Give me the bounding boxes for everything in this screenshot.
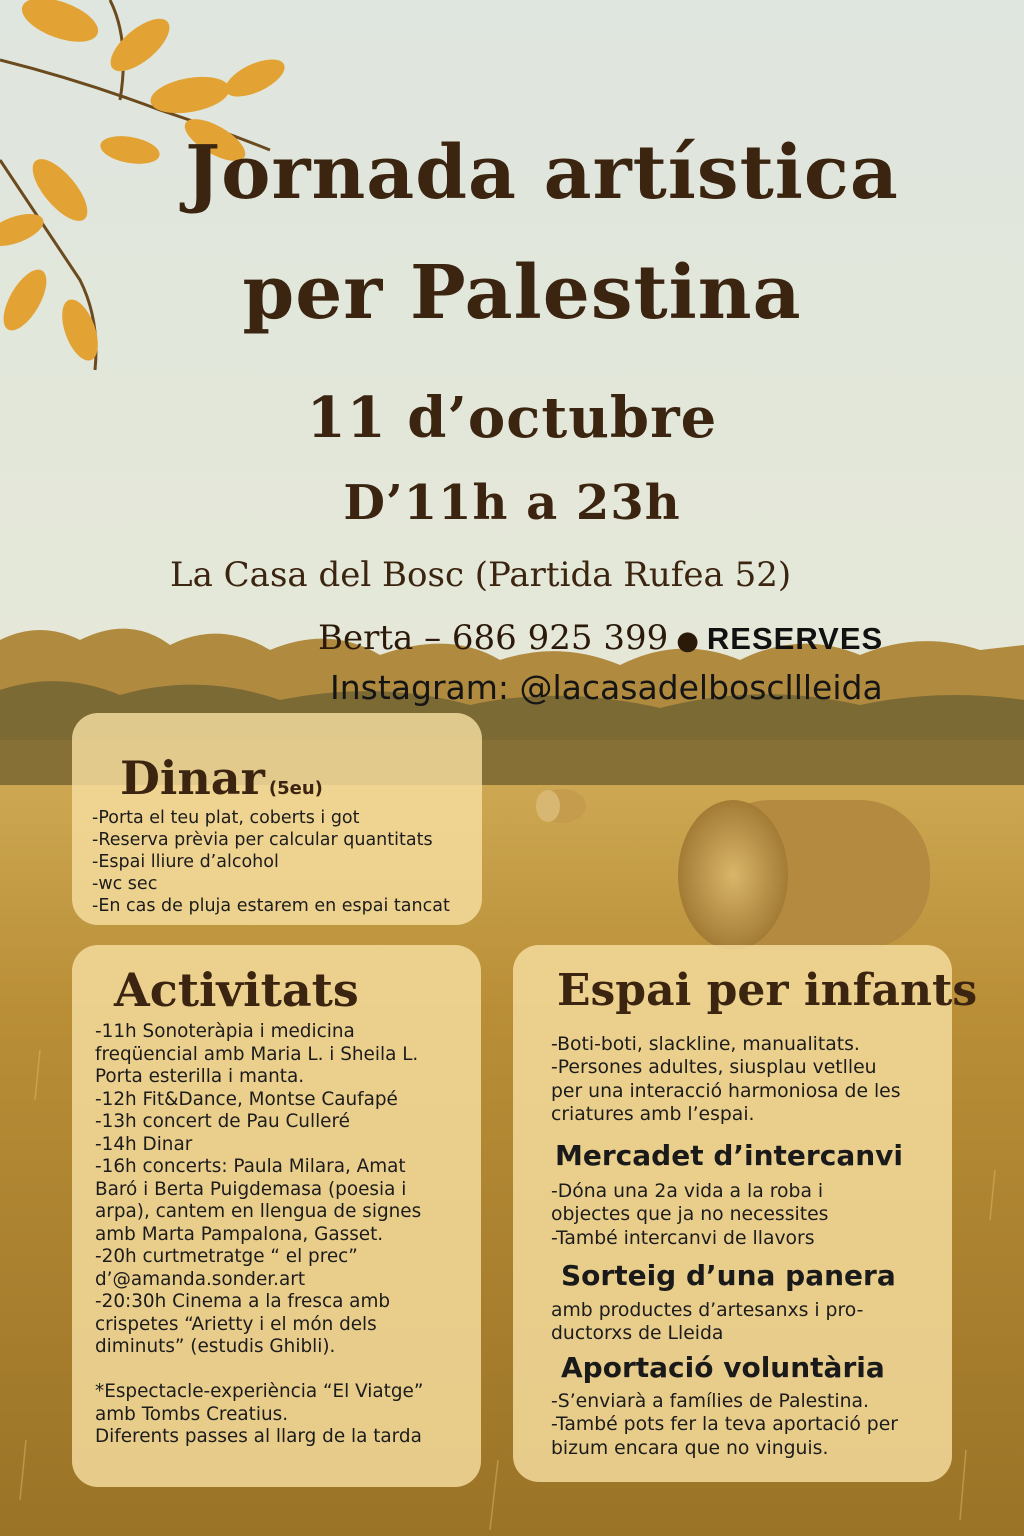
activitats-title: Activitats bbox=[114, 963, 359, 1017]
instagram-handle: Instagram: @lacasadelboscllleida bbox=[330, 668, 883, 707]
list-item: -20:30h Cinema a la fresca amb bbox=[95, 1291, 391, 1312]
title-line-2: per Palestina bbox=[242, 250, 802, 336]
list-item: criatures amb l’espai. bbox=[551, 1103, 755, 1125]
sorteig-lines bbox=[551, 1299, 863, 1346]
list-item: arpa), cantem en llengua de signes bbox=[95, 1201, 422, 1222]
dinar-title bbox=[120, 751, 323, 805]
list-item: -També intercanvi de llavors bbox=[551, 1227, 815, 1249]
dinar-card bbox=[72, 713, 482, 925]
list-item: -14h Dinar bbox=[95, 1133, 193, 1155]
list-item: objectes que ja no necessites bbox=[551, 1204, 829, 1226]
event-date: 11 d’octubre bbox=[306, 385, 718, 451]
title-line-1: Jornada artística bbox=[185, 130, 899, 216]
dinar-lines bbox=[92, 807, 450, 917]
mercadet-title: Mercadet d’intercanvi bbox=[555, 1139, 903, 1172]
list-item: per una interacció harmoniosa de les bbox=[551, 1080, 901, 1102]
list-item: Diferents passes al llarg de la tarda bbox=[95, 1426, 422, 1447]
list-item: -wc sec bbox=[92, 874, 158, 894]
infants-card bbox=[513, 945, 978, 1482]
list-item: *Espectacle-experiència “El Viatge” bbox=[95, 1381, 424, 1402]
list-item: -Porta el teu plat, coberts i got bbox=[92, 808, 360, 828]
list-item: bizum encara que no vinguis. bbox=[551, 1437, 829, 1459]
list-item: diminuts” (estudis Ghibli). bbox=[95, 1336, 336, 1357]
sorteig-title: Sorteig d’una panera bbox=[561, 1259, 896, 1292]
event-place: La Casa del Bosc (Partida Rufea 52) bbox=[170, 555, 792, 595]
aportacio-lines bbox=[551, 1390, 898, 1460]
list-item: -Espai lliure d’alcohol bbox=[92, 852, 279, 872]
list-item: amb productes d’artesanxs i pro- bbox=[551, 1300, 864, 1321]
list-item: Baró i Berta Puigdemasa (poesia i bbox=[95, 1178, 407, 1200]
list-item: amb Tombs Creatius. bbox=[95, 1403, 289, 1425]
bullet-icon: ● bbox=[676, 626, 699, 656]
list-item: freqüencial amb Maria L. i Sheila L. bbox=[95, 1043, 419, 1065]
event-hours: D’11h a 23h bbox=[343, 475, 681, 531]
reserves-label: RESERVES bbox=[706, 621, 884, 656]
list-item: amb Marta Pampalona, Gasset. bbox=[95, 1223, 384, 1245]
dinar-title-text: Dinar bbox=[120, 751, 265, 805]
list-item: -Reserva prèvia per calcular quantitats bbox=[92, 830, 433, 850]
infants-title: Espai per infants bbox=[557, 965, 978, 1016]
activitats-lines bbox=[95, 1021, 423, 1449]
list-item: -12h Fit&Dance, Montse Caufapé bbox=[95, 1088, 398, 1110]
list-item: -Boti-boti, slackline, manualitats. bbox=[551, 1034, 860, 1055]
contact-line bbox=[318, 618, 883, 658]
list-item: -S’enviarà a famílies de Palestina. bbox=[551, 1391, 869, 1412]
mercadet-lines bbox=[551, 1180, 828, 1250]
list-item: Porta esterilla i manta. bbox=[95, 1066, 305, 1087]
list-item: -En cas de pluja estarem en espai tancat bbox=[92, 896, 450, 916]
contact-phone: Berta – 686 925 399 bbox=[318, 618, 669, 658]
list-item: -20h curtmetratge “ el prec” bbox=[95, 1246, 358, 1267]
aportacio-title: Aportació voluntària bbox=[561, 1351, 885, 1384]
list-item: crispetes “Arietty i el món dels bbox=[95, 1313, 377, 1335]
list-item: -Persones adultes, siusplau vetlleu bbox=[551, 1057, 877, 1079]
list-item: -16h concerts: Paula Milara, Amat bbox=[95, 1156, 406, 1177]
list-item: ductorxs de Lleida bbox=[551, 1323, 724, 1345]
dinar-price: (5eu) bbox=[268, 778, 323, 799]
list-item: d’@amanda.sonder.art bbox=[95, 1268, 306, 1290]
list-item: -Dóna una 2a vida a la roba i bbox=[551, 1181, 824, 1202]
list-item: -També pots fer la teva aportació per bbox=[551, 1414, 898, 1436]
list-item: -11h Sonoteràpia i medicina bbox=[95, 1021, 355, 1042]
infants-lines bbox=[551, 1033, 901, 1126]
activitats-card bbox=[72, 945, 481, 1487]
list-item: -13h concert de Pau Culleré bbox=[95, 1111, 350, 1132]
list-item bbox=[95, 1359, 423, 1382]
